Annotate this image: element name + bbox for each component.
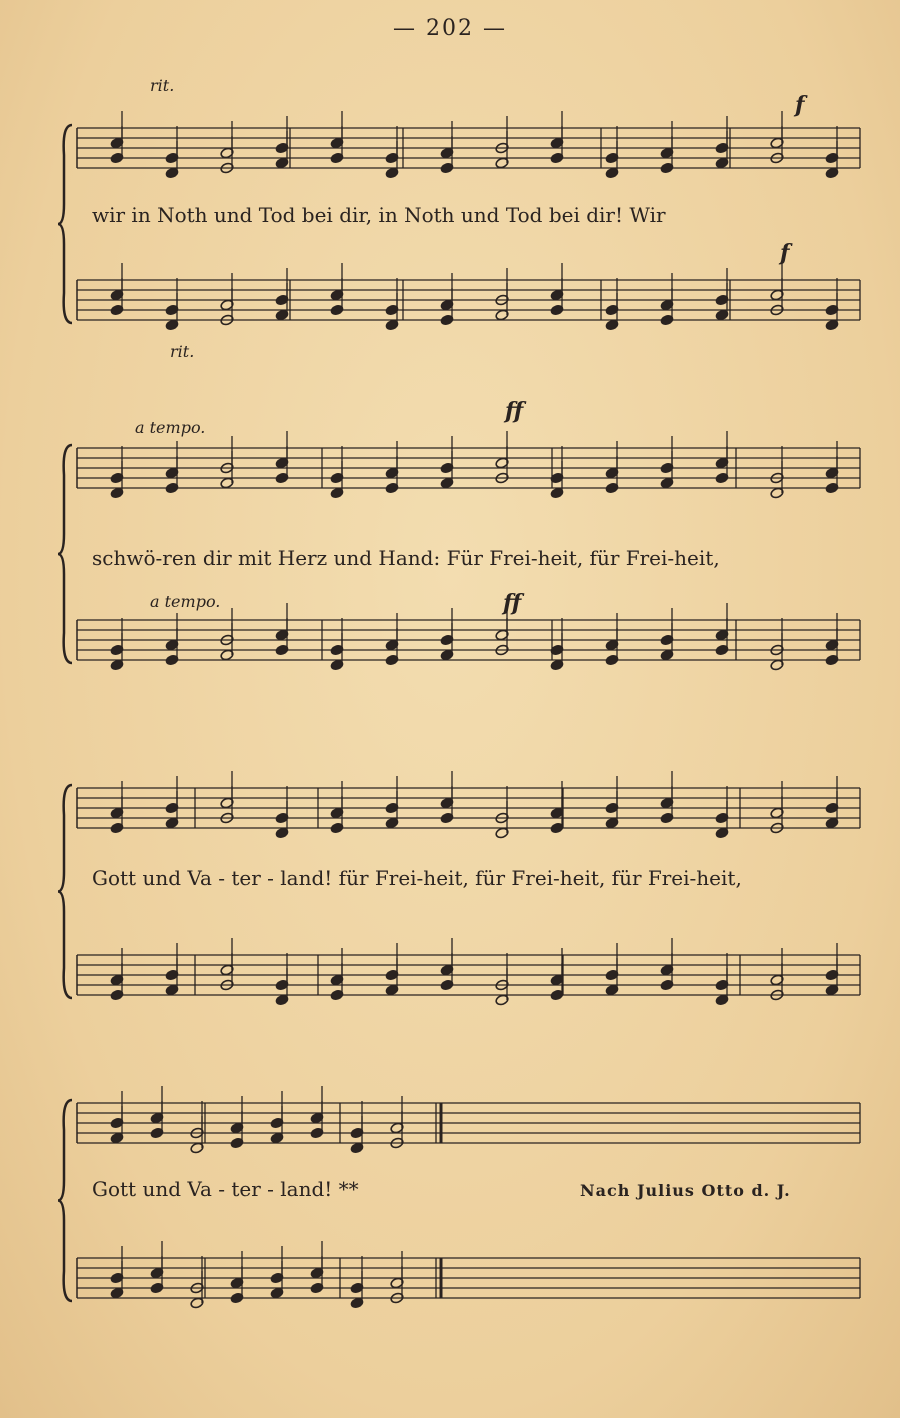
a-tempo-marking-upper: a tempo. — [135, 418, 206, 437]
lyrics-line-1: wir in Noth und Tod bei dir, in Noth und Tod bei dir! Wir — [92, 203, 666, 227]
composer-credit: Nach Julius Otto d. J. — [580, 1181, 791, 1200]
a-tempo-marking-lower: a tempo. — [150, 592, 221, 611]
system-brace — [58, 445, 72, 663]
rit-marking-upper: rit. — [150, 76, 175, 95]
forte-marking-lower: f — [780, 240, 790, 266]
system-brace — [58, 785, 72, 998]
page-number: — 202 — — [393, 16, 507, 41]
forte-marking-upper: f — [795, 92, 805, 118]
lyrics-line-4: Gott und Va - ter - land! ** — [92, 1177, 359, 1201]
lyrics-line-3: Gott und Va - ter - land! für Frei-heit, für Frei-heit, für Frei-heit, — [92, 866, 742, 890]
system-brace — [58, 125, 72, 323]
fortissimo-marking-upper: ff — [505, 398, 524, 424]
system-brace — [58, 1100, 72, 1301]
fortissimo-marking-lower: ff — [503, 590, 522, 616]
lyrics-line-2: schwö-ren dir mit Herz und Hand: Für Frei-heit, für Frei-heit, — [92, 546, 720, 570]
rit-marking-lower: rit. — [170, 342, 195, 361]
